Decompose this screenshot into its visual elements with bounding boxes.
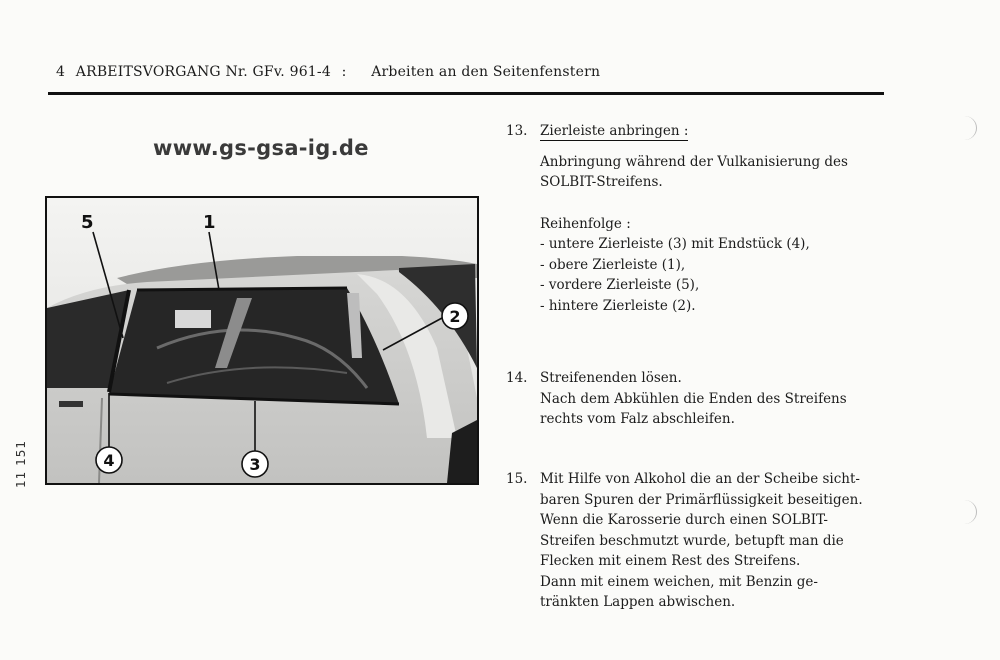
binder-hole-mark	[952, 116, 977, 140]
header-rule	[48, 92, 884, 95]
step-14-body	[506, 389, 896, 430]
step-14-line: Nach dem Abkühlen die Enden des Streifens	[540, 390, 847, 407]
header-separator: :	[341, 64, 347, 80]
callout-4: 4	[103, 451, 115, 470]
callout-1: 1	[203, 212, 216, 233]
step-14-number: 14.	[506, 370, 528, 386]
watermark-url: www.gs-gsa-ig.de	[153, 136, 369, 160]
step-13-number: 13.	[506, 123, 528, 139]
step-13-title: Zierleiste anbringen :	[540, 123, 689, 139]
step-15	[506, 469, 896, 613]
step-13-line: SOLBIT-Streifens.	[540, 174, 663, 190]
step-15-body	[506, 490, 896, 613]
sequence-item: - hintere Zierleiste (2).	[540, 296, 896, 317]
step-14-title: Streifenenden lösen.	[540, 370, 682, 386]
step-15-line: Wenn die Karosserie durch einen SOLBIT-	[540, 512, 828, 528]
sequence-item: - obere Zierleiste (1),	[540, 255, 896, 276]
step-13	[506, 121, 896, 316]
step-13-body	[506, 152, 896, 317]
sequence-item: - untere Zierleiste (3) mit Endstück (4),	[540, 234, 896, 255]
callout-2: 2	[449, 307, 461, 326]
step-15-line: tränkten Lappen abwischen.	[540, 594, 736, 610]
step-15-line: Dann mit einem weichen, mit Benzin ge-	[540, 573, 818, 590]
step-15-line: Flecken mit einem Rest des Streifens.	[540, 553, 801, 569]
operation-label: ARBEITSVORGANG Nr. GFv. 961-4	[75, 64, 331, 80]
step-14-title-row	[506, 368, 896, 389]
step-15-line: Mit Hilfe von Alkohol die an der Scheibe sicht-	[540, 471, 860, 487]
step-15-line: baren Spuren der Primärflüssigkeit beseitigen.	[540, 491, 863, 508]
car-window-photo	[45, 196, 479, 485]
step-13-title-row	[506, 121, 896, 142]
sequence-list	[540, 234, 896, 316]
page-header	[56, 64, 886, 80]
step-15-line: Streifen beschmutzt wurde, betupft man die	[540, 532, 844, 549]
page-title: Arbeiten an den Seitenfenstern	[371, 64, 601, 80]
binder-hole-mark	[952, 500, 977, 524]
step-14	[506, 368, 896, 430]
callout-3: 3	[249, 455, 261, 474]
sequence-item: - vordere Zierleiste (5),	[540, 275, 896, 296]
callout-5: 5	[81, 212, 94, 233]
figure-code: 11 151	[14, 440, 28, 488]
car-illustration	[47, 198, 477, 483]
step-13-line: Anbringung während der Vulkanisierung des	[540, 153, 848, 170]
step-14-line: rechts vom Falz abschleifen.	[540, 411, 735, 427]
step-15-number: 15.	[506, 471, 528, 487]
step-15-row	[506, 469, 896, 490]
sequence-label: Reihenfolge :	[540, 215, 631, 232]
page-number: 4	[56, 64, 66, 80]
